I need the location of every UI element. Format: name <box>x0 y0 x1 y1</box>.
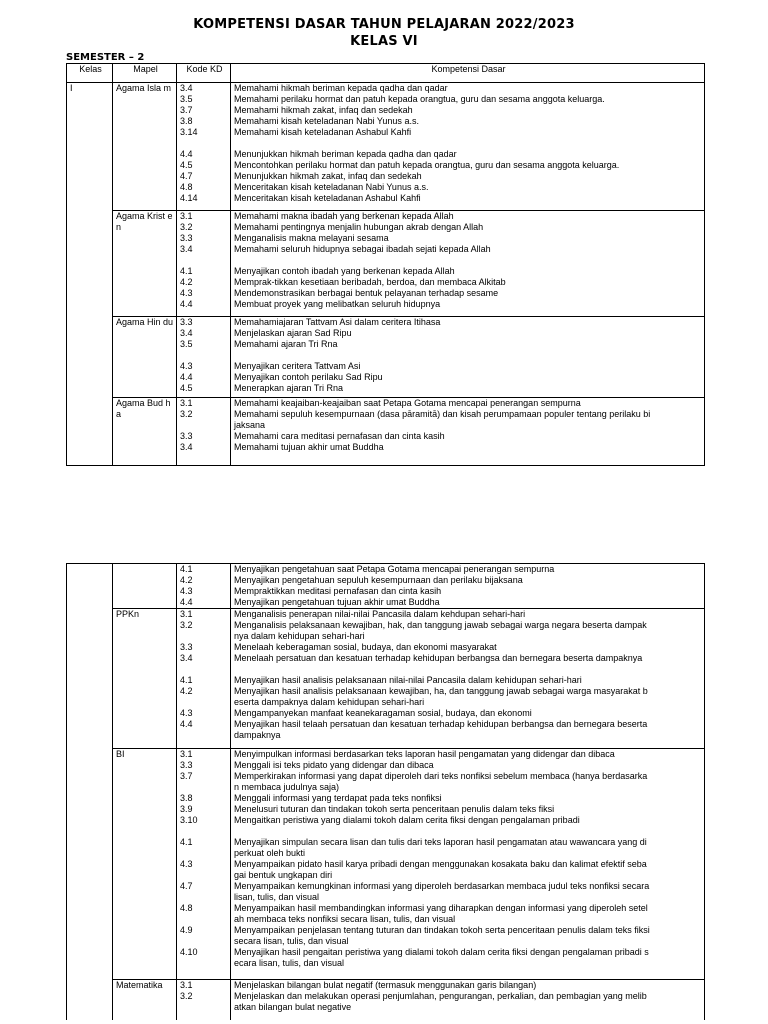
kd-code: 3.8 <box>180 116 193 126</box>
kd-text-line: Menyajikan contoh perilaku Sad Ripu <box>234 372 383 382</box>
kelas-cell <box>67 980 113 1020</box>
kd-text-line: Menyajikan pengetahuan sepuluh kesempurnaan dan perilaku bijaksana <box>234 575 523 585</box>
kd-text-line: lisan, tulis, dan visual <box>234 892 320 902</box>
kd-text-line: Menyajikan contoh ibadah yang berkenan kepada Allah <box>234 266 455 276</box>
kd-text-line: Memahamiajaran Tattvam Asi dalam ceritera Itihasa <box>234 317 441 327</box>
line-spacer <box>180 870 229 881</box>
kode-cell <box>177 83 231 211</box>
kd-text-line: Menceritakan kisah keteladanan Nabi Yunus a.s. <box>234 182 429 192</box>
kd-code: 3.14 <box>180 127 198 137</box>
kode-cell <box>177 980 231 1020</box>
kd-text-line: Menggali informasi yang terdapat pada teks nonfiksi <box>234 793 442 803</box>
kelas-cell <box>67 749 113 980</box>
kd-text-line: Memperkirakan informasi yang dapat diperoleh dari teks nonfiksi sebelum membaca (hanya berdasarka <box>234 771 648 781</box>
kd-text-line: Memahami pentingnya menjalin hubungan akrab dengan Allah <box>234 222 484 232</box>
kode-cell <box>177 564 231 609</box>
kd-code: 4.3 <box>180 859 193 869</box>
line-spacer <box>180 892 229 903</box>
kd-text-line: jaksana <box>234 420 266 430</box>
kd-code: 3.10 <box>180 815 198 825</box>
kd-text-line: Menerapkan ajaran Tri Rna <box>234 383 344 393</box>
kd-code: 4.14 <box>180 193 198 203</box>
subject-row-agama-budha <box>67 398 705 466</box>
kd-text-line: Membuat proyek yang melibatkan seluruh hidupnya <box>234 299 441 309</box>
kd-code: 3.2 <box>180 991 193 1001</box>
kd-cell <box>231 980 705 1020</box>
kd-text-line: ecara lisan, tulis, dan visual <box>234 958 345 968</box>
kd-text-line: Menyampaikan kemungkinan informasi yang diperoleh berdasarkan membaca judul teks nonfiksi secara <box>234 881 650 891</box>
kd-text-line: Memahami kisah keteladanan Nabi Yunus a.s. <box>234 116 419 126</box>
kd-text-line: Menyampaikan pidato hasil karya pribadi dengan menggunakan kosakata baku dan kalimat efektif seba <box>234 859 647 869</box>
kd-text-line: perkuat oleh bukti <box>234 848 306 858</box>
kd-code: 3.7 <box>180 105 193 115</box>
kd-text-line: Menyajikan simpulan secara lisan dan tulis dari teks laporan hasil pengamatan atau wawancara yang di <box>234 837 647 847</box>
kd-code: 3.4 <box>180 83 193 93</box>
line-spacer <box>180 350 229 361</box>
line-spacer <box>180 848 229 859</box>
kd-text-line: Menyajikan hasil pengaitan peristiwa yang dialami tokoh dalam cerita fiksi dengan pengalaman pribadi s <box>234 947 649 957</box>
kd-code: 3.3 <box>180 760 193 770</box>
kd-text-line: Menunjukkan hikmah beriman kepada qadha dan qadar <box>234 149 457 159</box>
kd-code: 4.3 <box>180 361 193 371</box>
kd-cell <box>231 749 705 980</box>
kd-text-line: Menjelaskan bilangan bulat negatif (termasuk menggunakan garis bilangan) <box>234 980 537 990</box>
kd-code: 4.8 <box>180 903 193 913</box>
kd-code: 3.1 <box>180 211 193 221</box>
kelas-cell <box>67 564 113 609</box>
kd-text-line: Memahami kisah keteladanan Ashabul Kahfi <box>234 127 412 137</box>
kd-text-line: Memahami cara meditasi pernafasan dan cinta kasih <box>234 431 445 441</box>
line-spacer <box>180 1002 229 1013</box>
kd-text-line: Mempraktikkan meditasi pernafasan dan cinta kasih <box>234 586 442 596</box>
kd-text-line: Memahami keajaiban-keajaiban saat Petapa Gotama mencapai penerangan sempurna <box>234 398 581 408</box>
kd-code: 4.1 <box>180 266 193 276</box>
kd-text-line: Menyampaikan penjelasan tentang tuturan dan tindakan tokoh serta penceritaan penulis dalam teks fiksi <box>234 925 650 935</box>
kd-text-line: Menjelaskan dan melakukan operasi penjumlahan, pengurangan, perkalian, dan pembagian yang melib <box>234 991 647 1001</box>
kd-code: 3.7 <box>180 771 193 781</box>
line-spacer <box>234 826 703 837</box>
kode-cell <box>177 749 231 980</box>
subject-row-agama-hindu <box>67 317 705 398</box>
kd-code: 3.8 <box>180 793 193 803</box>
kode-cell <box>177 398 231 466</box>
kd-text-line: Mengampanyekan manfaat keanekaragaman sosial, budaya, dan ekonomi <box>234 708 532 718</box>
kd-text-line: Memahami seluruh hidupnya sebagai ibadah sejati kepada Allah <box>234 244 491 254</box>
semester-label: SEMESTER – 2 <box>66 52 145 63</box>
line-spacer <box>180 730 229 741</box>
line-spacer <box>234 664 703 675</box>
kd-code: 4.5 <box>180 160 193 170</box>
kd-code: 4.3 <box>180 288 193 298</box>
kd-code: 4.1 <box>180 837 193 847</box>
kd-code: 3.5 <box>180 94 193 104</box>
kd-text-line: Mengaitkan peristiwa yang dialami tokoh dalam cerita fiksi dengan pengalaman pribadi <box>234 815 580 825</box>
kd-text-line: ah membaca teks nonfiksi secara lisan, tulis, dan visual <box>234 914 456 924</box>
kd-code: 3.2 <box>180 409 193 419</box>
table-header-row <box>67 64 705 83</box>
kd-code: 4.2 <box>180 277 193 287</box>
kd-code: 4.4 <box>180 597 193 607</box>
kd-text-line: Mencontohkan perilaku hormat dan patuh kepada orangtua, guru dan sesama anggota keluarga. <box>234 160 620 170</box>
kode-cell <box>177 317 231 398</box>
kd-code: 4.10 <box>180 947 198 957</box>
kd-text-line: nya dalam kehidupan sehari-hari <box>234 631 365 641</box>
kd-text-line: Menceritakan kisah keteladanan Ashabul Kahfi <box>234 193 421 203</box>
kd-text-line: Memahami hikmah zakat, infaq dan sedekah <box>234 105 413 115</box>
kd-text-line: Memahami sepuluh kesempurnaan (dasa pāramitā) dan kisah perumpamaan populer tentang perilaku bi <box>234 409 651 419</box>
line-spacer <box>180 255 229 266</box>
kd-text-line: Menjelaskan ajaran Sad Ripu <box>234 328 352 338</box>
kd-text-line: eserta dampaknya dalam kehidupan sehari-hari <box>234 697 425 707</box>
header-kelas: Kelas <box>67 64 113 83</box>
kd-text-line: Menyajikan ceritera Tattvam Asi <box>234 361 361 371</box>
line-spacer <box>180 631 229 642</box>
kd-code: 3.1 <box>180 609 193 619</box>
kd-text-line: Menyajikan pengetahuan tujuan akhir umat Buddha <box>234 597 440 607</box>
line-spacer <box>180 138 229 149</box>
kd-code: 3.3 <box>180 317 193 327</box>
line-spacer <box>234 255 703 266</box>
kd-text-line: Menganalisis pelaksanaan kewajiban, hak, dan tanggung jawab sebagai warga negara beserta dampak <box>234 620 647 630</box>
subject-row-agama-islam <box>67 83 705 211</box>
kd-code: 4.4 <box>180 719 193 729</box>
kd-text-line: Menunjukkan hikmah zakat, infaq dan sedekah <box>234 171 422 181</box>
mapel-cell: Agama Isla m <box>113 83 177 211</box>
kd-code: 3.9 <box>180 804 193 814</box>
subject-row-matematika <box>67 980 705 1020</box>
mapel-cell: Agama Krist en <box>113 211 177 317</box>
kd-text-line: atkan bilangan bulat negative <box>234 1002 352 1012</box>
kd-text-line: Menyampaikan hasil membandingkan informasi yang diharapkan dengan informasi yang diperoleh setel <box>234 903 648 913</box>
kd-text-line: Menyajikan hasil telaah persatuan dan kesatuan terhadap kehidupan berbangsa dan bernegara beserta <box>234 719 648 729</box>
kelas-value: I <box>70 83 73 93</box>
kelas-cell <box>67 83 113 211</box>
kelas-cell <box>67 398 113 466</box>
kd-code: 4.4 <box>180 299 193 309</box>
kd-cell <box>231 564 705 609</box>
kd-code: 4.2 <box>180 575 193 585</box>
kd-text-line: Memahami hikmah beriman kepada qadha dan qadar <box>234 83 448 93</box>
kd-text-line: Menggali isi teks pidato yang didengar dan dibaca <box>234 760 434 770</box>
kd-code: 4.5 <box>180 383 193 393</box>
kode-cell <box>177 609 231 749</box>
kode-cell <box>177 211 231 317</box>
kd-code: 3.3 <box>180 431 193 441</box>
kelas-cell <box>67 211 113 317</box>
kd-code: 4.1 <box>180 564 193 574</box>
kd-code: 4.7 <box>180 881 193 891</box>
kd-text-line: Menelaah keberagaman sosial, budaya, dan ekonomi masyarakat <box>234 642 497 652</box>
kd-text-line: gai bentuk ungkapan diri <box>234 870 333 880</box>
document-subtitle: KELAS VI <box>350 34 418 49</box>
line-spacer <box>234 350 703 361</box>
mapel-cell: Agama Hin du <box>113 317 177 398</box>
kd-cell <box>231 317 705 398</box>
line-spacer <box>180 697 229 708</box>
kd-text-line: Memahami ajaran Tri Rna <box>234 339 338 349</box>
kd-code: 4.3 <box>180 586 193 596</box>
mapel-cell: BI <box>113 749 177 980</box>
line-spacer <box>180 664 229 675</box>
kd-text-line: secara lisan, tulis, dan visual <box>234 936 349 946</box>
kd-code: 4.4 <box>180 149 193 159</box>
header-kode-kd: Kode KD <box>177 64 231 83</box>
kd-code: 3.4 <box>180 442 193 452</box>
kelas-cell <box>67 609 113 749</box>
mapel-cell: PPKn <box>113 609 177 749</box>
document-title: KOMPETENSI DASAR TAHUN PELAJARAN 2022/2023 <box>193 17 575 32</box>
kd-text-line: Memahami makna ibadah yang berkenan kepada Allah <box>234 211 454 221</box>
kd-code: 4.3 <box>180 708 193 718</box>
line-spacer <box>180 914 229 925</box>
subject-row-bi <box>67 749 705 980</box>
kd-table-page-2 <box>66 563 705 1020</box>
kd-text-line: Menyajikan hasil analisis pelaksanaan nilai-nilai Pancasila dalam kehidupan sehari-hari <box>234 675 582 685</box>
kd-text-line: Menganalisis penerapan nilai-nilai Pancasila dalam kehdupan sehari-hari <box>234 609 526 619</box>
line-spacer <box>180 782 229 793</box>
kd-code: 4.9 <box>180 925 193 935</box>
kd-text-line: Menelusuri tuturan dan tindakan tokoh serta penceritaan penulis dalam teks fiksi <box>234 804 555 814</box>
kd-cell <box>231 211 705 317</box>
mapel-cell: Matematika <box>113 980 177 1020</box>
kd-text-line: Mendemonstrasikan berbagai bentuk pelayanan terhadap sesame <box>234 288 499 298</box>
header-mapel: Mapel <box>113 64 177 83</box>
kd-code: 3.5 <box>180 339 193 349</box>
kd-text-line: Memahami tujuan akhir umat Buddha <box>234 442 384 452</box>
line-spacer <box>180 420 229 431</box>
kd-text-line: Menelaah persatuan dan kesatuan terhadap kehidupan berbangsa dan bernegara beserta dampaknya <box>234 653 643 663</box>
kd-code: 3.2 <box>180 222 193 232</box>
kelas-cell <box>67 317 113 398</box>
kd-code: 3.1 <box>180 749 193 759</box>
kd-code: 4.7 <box>180 171 193 181</box>
header-kompetensi-dasar: Kompetensi Dasar <box>231 64 705 83</box>
kd-code: 4.1 <box>180 675 193 685</box>
line-spacer <box>234 138 703 149</box>
kd-code: 3.4 <box>180 244 193 254</box>
kd-cell <box>231 83 705 211</box>
kd-text-line: Menyajikan pengetahuan saat Petapa Gotama mencapai penerangan sempurna <box>234 564 555 574</box>
kd-text-line: Memprak-tikkan kesetiaan beribadah, berdoa, dan membaca Alkitab <box>234 277 506 287</box>
kd-text-line: dampaknya <box>234 730 281 740</box>
subject-row-budha-continued <box>67 564 705 609</box>
kd-code: 3.3 <box>180 642 193 652</box>
kd-text-line: Memahami perilaku hormat dan patuh kepada orangtua, guru dan sesama anggota keluarga. <box>234 94 605 104</box>
line-spacer <box>180 936 229 947</box>
kd-table-page-1 <box>66 63 705 466</box>
kd-text-line: Menganalisis makna melayani sesama <box>234 233 389 243</box>
kd-code: 3.4 <box>180 328 193 338</box>
mapel-cell <box>113 564 177 609</box>
kd-code: 3.2 <box>180 620 193 630</box>
kd-text-line: n membaca judulnya saja) <box>234 782 340 792</box>
kd-code: 4.4 <box>180 372 193 382</box>
subject-row-agama-kristen <box>67 211 705 317</box>
line-spacer <box>180 826 229 837</box>
kd-cell <box>231 398 705 466</box>
kd-cell <box>231 609 705 749</box>
kd-code: 4.2 <box>180 686 193 696</box>
kd-code: 3.3 <box>180 233 193 243</box>
kd-code: 4.8 <box>180 182 193 192</box>
kd-code: 3.1 <box>180 398 193 408</box>
kd-code: 3.1 <box>180 980 193 990</box>
subject-row-ppkn <box>67 609 705 749</box>
kd-code: 3.4 <box>180 653 193 663</box>
mapel-cell: Agama Bud ha <box>113 398 177 466</box>
kd-text-line: Menyimpulkan informasi berdasarkan teks laporan hasil pengamatan yang didengar dan dibaca <box>234 749 615 759</box>
line-spacer <box>180 958 229 969</box>
kd-text-line: Menyajikan hasil analisis pelaksanaan kewajiban, ha, dan tanggung jawab sebagai warga masyarakat b <box>234 686 648 696</box>
